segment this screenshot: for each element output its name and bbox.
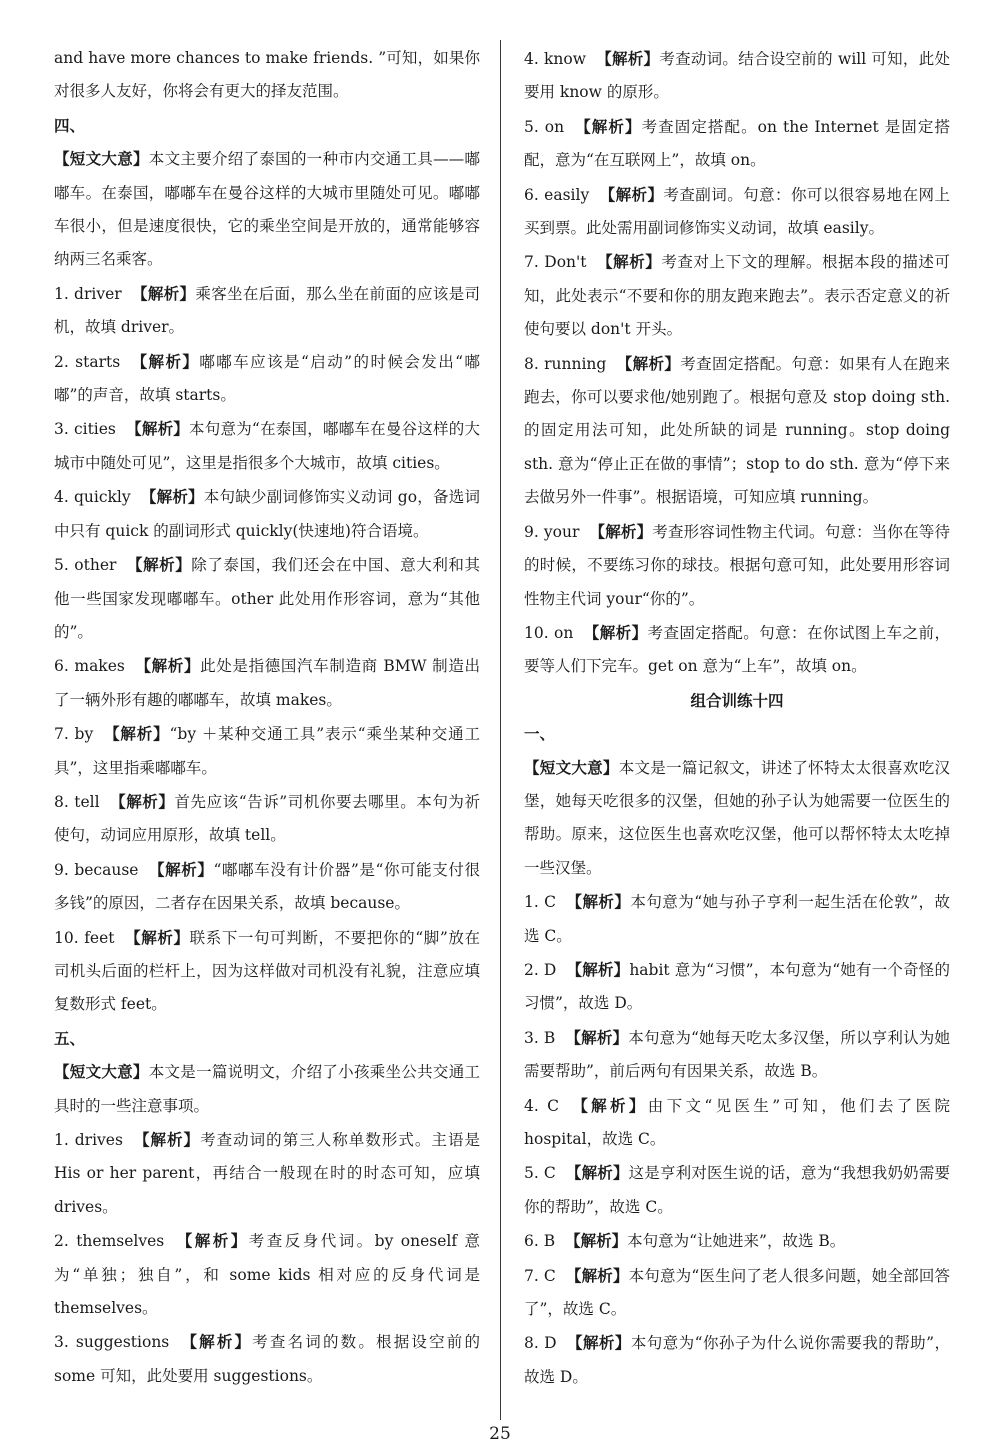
analysis-text: 此处是指德国汽车制造商 BMW 制造出了一辆外形有趣的嘟嘟车，故填 makes。 xyxy=(54,657,480,709)
analysis-tag: 【解析】 xyxy=(566,959,630,979)
analysis-tag: 【解析】 xyxy=(566,1333,631,1353)
answer-label: 6. easily xyxy=(524,185,590,204)
analysis-text: 本句意为“让她进来”，故选 B。 xyxy=(627,1232,846,1251)
analysis-tag: 【解析】 xyxy=(132,1130,201,1149)
analysis-text: 首先应该“告诉”司机你要去哪里。本句为祈使句，动词应用原形，故填 tell。 xyxy=(54,792,480,845)
analysis-tag: 【解析】 xyxy=(583,622,648,642)
analysis-text: 本句缺少副词修饰实义动词 go，备选词中只有 quick 的副词形式 quickly(快速地)符合语境。 xyxy=(54,488,480,540)
answer-item xyxy=(524,953,950,1021)
summary-tag: 【短文大意】 xyxy=(54,149,149,169)
analysis-tag: 【解析】 xyxy=(565,1231,628,1251)
answer-item xyxy=(54,480,480,548)
analysis-tag: 【解析】 xyxy=(565,1265,629,1285)
answer-item xyxy=(524,1089,950,1157)
left-column xyxy=(54,42,480,1393)
answer-label: 6. B xyxy=(524,1232,556,1251)
analysis-text: 考查对上下文的理解。根据本段的描述可知，此处表示“不要和你的朋友跑来跑去”。表示否定意义的祈使句要以 don't 开头。 xyxy=(524,253,950,339)
analysis-tag: 【解析】 xyxy=(595,49,660,68)
answer-item xyxy=(524,1326,950,1394)
answer-item xyxy=(524,1259,950,1327)
summary-text: 本文是一篇说明文，介绍了小孩乘坐公共交通工具时的一些注意事项。 xyxy=(54,1063,480,1115)
answer-label: 2. themselves xyxy=(54,1232,165,1251)
analysis-tag: 【解析】 xyxy=(566,892,631,912)
answer-item xyxy=(524,616,950,684)
section-heading: 五、 xyxy=(54,1028,86,1048)
answer-item xyxy=(54,1224,480,1325)
answer-item xyxy=(54,717,480,785)
analysis-text: 由下文“见医生”可知，他们去了医院 hospital，故选 C。 xyxy=(524,1096,950,1148)
answer-label: 7. Don't xyxy=(524,253,587,272)
analysis-tag: 【解析】 xyxy=(596,252,662,272)
analysis-tag: 【解析】 xyxy=(616,353,681,373)
analysis-text: 除了泰国，我们还会在中国、意大利和其他一些国家发现嘟嘟车。other 此处用作形容词，意为“其他的”。 xyxy=(54,556,480,641)
analysis-tag: 【解析】 xyxy=(103,724,170,744)
analysis-tag: 【解析】 xyxy=(568,1095,648,1115)
passage-summary xyxy=(54,142,480,277)
answer-label: 10. on xyxy=(524,623,574,642)
answer-item xyxy=(524,1021,950,1089)
answer-label: 4. C xyxy=(524,1096,559,1115)
answer-label: 5. C xyxy=(524,1164,556,1183)
answer-item xyxy=(54,1123,480,1224)
summary-text: 本文是一篇记叙文，讲述了怀特太太很喜欢吃汉堡，她每天吃很多的汉堡，但她的孙子认为她需要一位医生的帮助。原来，这位医生也喜欢吃汉堡，他可以帮怀特太太吃掉一些汉堡。 xyxy=(524,758,950,877)
column-divider xyxy=(500,40,501,1420)
analysis-text: 这是亨利对医生说的话，意为“我想我奶奶需要你的帮助”，故选 C。 xyxy=(524,1164,950,1216)
analysis-tag: 【解析】 xyxy=(179,1332,253,1352)
answer-item xyxy=(524,178,950,246)
answer-item xyxy=(524,885,950,953)
answer-item xyxy=(54,785,480,853)
answer-label: 6. makes xyxy=(54,657,125,676)
answer-label: 9. because xyxy=(54,860,139,879)
analysis-text: 本句意为“她每天吃太多汉堡，所以亨利认为她需要帮助”，前后两句有因果关系，故选 B。 xyxy=(524,1028,950,1081)
analysis-text: 考查固定搭配。on the Internet 是固定搭配，意为“在互联网上”，故填 on。 xyxy=(524,117,950,170)
answer-item xyxy=(524,1156,950,1224)
answer-label: 3. suggestions xyxy=(54,1333,170,1352)
answer-label: 4. know xyxy=(524,50,586,68)
analysis-tag: 【解析】 xyxy=(565,1163,629,1183)
answer-item xyxy=(524,1224,950,1258)
answer-item xyxy=(524,42,950,110)
summary-text: 本文主要介绍了泰国的一种市内交通工具——嘟嘟车。在泰国，嘟嘟车在曼谷这样的大城市里随处可见。嘟嘟车很小，但是速度很快，它的乘坐空间是开放的，通常能够容纳两三名乘客。 xyxy=(54,150,480,269)
analysis-text: “嘟嘟车没有计价器”是“你可能支付很多钱”的原因，二者存在因果关系，故填 because。 xyxy=(54,860,480,913)
exercise-title: 组合训练十四 xyxy=(690,690,784,710)
analysis-text: 乘客坐在后面，那么坐在前面的应该是司机，故填 driver。 xyxy=(54,284,480,337)
right-column xyxy=(524,42,950,1394)
analysis-tag: 【解析】 xyxy=(131,283,196,303)
page-number: 25 xyxy=(489,1424,511,1444)
answer-label: 8. running xyxy=(524,354,607,373)
answer-label: 1. driver xyxy=(54,284,122,303)
analysis-text: 考查副词。句意：你可以很容易地在网上买到票。此处需用副词修饰实义动词，故填 easily。 xyxy=(524,185,950,238)
answer-item xyxy=(54,548,480,649)
answer-label: 8. D xyxy=(524,1334,557,1353)
analysis-text: habit 意为“习惯”，本句意为“她有一个奇怪的习惯”，故选 D。 xyxy=(524,960,950,1013)
analysis-text: 本句意为“她与孙子亨利一起生活在伦敦”，故选 C。 xyxy=(524,893,950,945)
answer-item xyxy=(524,110,950,178)
analysis-text: 考查形容词性物主代词。句意：当你在等待的时候，不要练习你的球技。根据句意可知，此处要用形容词性物主代词 your“你的”。 xyxy=(524,522,950,608)
analysis-text: 考查固定搭配。句意：在你试图上车之前，要等人们下完车。get on 意为“上车”，故填 on。 xyxy=(524,623,950,676)
section-heading: 一、 xyxy=(524,724,556,744)
analysis-text: 考查固定搭配。句意：如果有人在跑来跑去，你可以要求他/她别跑了。根据句意及 stop doing sth. 的固定用法可知，此处所缺的词是 running。stop doing sth. 意为“停止正在做的事情”；stop to do sth. 意为“停下来去做另外一件事”。根据语境，可知应填 running。 xyxy=(524,354,950,507)
analysis-text: 考查动词。结合设空前的 will 可知，此处要用 know 的原形。 xyxy=(524,50,950,102)
answer-label: 2. D xyxy=(524,960,557,979)
analysis-text: 考查反身代词。by oneself 意为“单独；独自”，和 some kids 相对应的反身代词是 themselves。 xyxy=(54,1232,480,1318)
answer-item xyxy=(54,412,480,480)
analysis-tag: 【解析】 xyxy=(140,487,204,507)
analysis-tag: 【解析】 xyxy=(109,791,175,811)
analysis-tag: 【解析】 xyxy=(574,116,642,136)
answer-label: 7. by xyxy=(54,725,94,744)
analysis-text: 联系下一句可判断，不要把你的“脚”放在司机头后面的栏杆上，因为这样做对司机没有礼貌，注意应填复数形式 feet。 xyxy=(54,928,480,1014)
answer-item xyxy=(524,347,950,515)
passage-summary xyxy=(54,1055,480,1123)
analysis-text: “by ＋某种交通工具”表示“乘坐某种交通工具”，这里指乘嘟嘟车。 xyxy=(54,725,480,777)
answer-label: 4. quickly xyxy=(54,488,131,507)
analysis-tag: 【解析】 xyxy=(125,419,190,439)
analysis-tag: 【解析】 xyxy=(148,859,214,879)
answer-label: 1. C xyxy=(524,893,557,912)
answer-item xyxy=(54,277,480,345)
answer-label: 8. tell xyxy=(54,792,100,811)
analysis-tag: 【解析】 xyxy=(589,521,653,541)
analysis-text: 考查动词的第三人称单数形式。主语是 His or her parent，再结合一般现在时的时态可知，应填 drives。 xyxy=(54,1131,480,1216)
summary-tag: 【短文大意】 xyxy=(524,757,619,777)
answer-item xyxy=(54,921,480,1022)
passage-summary xyxy=(524,751,950,886)
analysis-text: 本句意为“你孙子为什么说你需要我的帮助”，故选 D。 xyxy=(524,1334,950,1386)
answer-item xyxy=(54,853,480,921)
answer-label: 5. on xyxy=(524,117,565,136)
answer-item xyxy=(524,245,950,346)
analysis-text: 考查名词的数。根据设空前的 some 可知，此处要用 suggestions。 xyxy=(54,1333,480,1385)
analysis-tag: 【解析】 xyxy=(134,656,201,676)
answer-label: 5. other xyxy=(54,556,117,575)
paragraph-text: and have more chances to make friends. ”可知，如果你对很多人友好，你将会有更大的择友范围。 xyxy=(54,49,480,101)
analysis-text: 嘟嘟车应该是“启动”的时候会发出“嘟嘟”的声音，故填 starts。 xyxy=(54,352,480,405)
answer-label: 3. B xyxy=(524,1028,556,1047)
summary-tag: 【短文大意】 xyxy=(54,1062,149,1082)
section-heading: 四、 xyxy=(54,115,86,135)
answer-label: 7. C xyxy=(524,1266,556,1285)
answer-item xyxy=(524,515,950,616)
answer-label: 10. feet xyxy=(54,928,115,947)
analysis-tag: 【解析】 xyxy=(565,1027,629,1047)
answer-item xyxy=(54,649,480,717)
answer-label: 1. drives xyxy=(54,1131,123,1149)
analysis-tag: 【解析】 xyxy=(174,1231,249,1251)
answer-item xyxy=(54,345,480,413)
analysis-text: 本句意为“医生问了老人很多问题，她全部回答了”，故选 C。 xyxy=(524,1266,950,1319)
answer-item xyxy=(54,1325,480,1393)
analysis-tag: 【解析】 xyxy=(124,927,190,947)
analysis-tag: 【解析】 xyxy=(130,351,200,371)
analysis-text: 本句意为“在泰国，嘟嘟车在曼谷这样的大城市中随处可见”，这里是指很多个大城市，故填 cities。 xyxy=(54,420,480,472)
analysis-tag: 【解析】 xyxy=(599,184,664,204)
analysis-tag: 【解析】 xyxy=(126,555,192,575)
answer-label: 2. starts xyxy=(54,352,121,371)
answer-label: 3. cities xyxy=(54,420,116,439)
answer-label: 9. your xyxy=(524,522,580,541)
